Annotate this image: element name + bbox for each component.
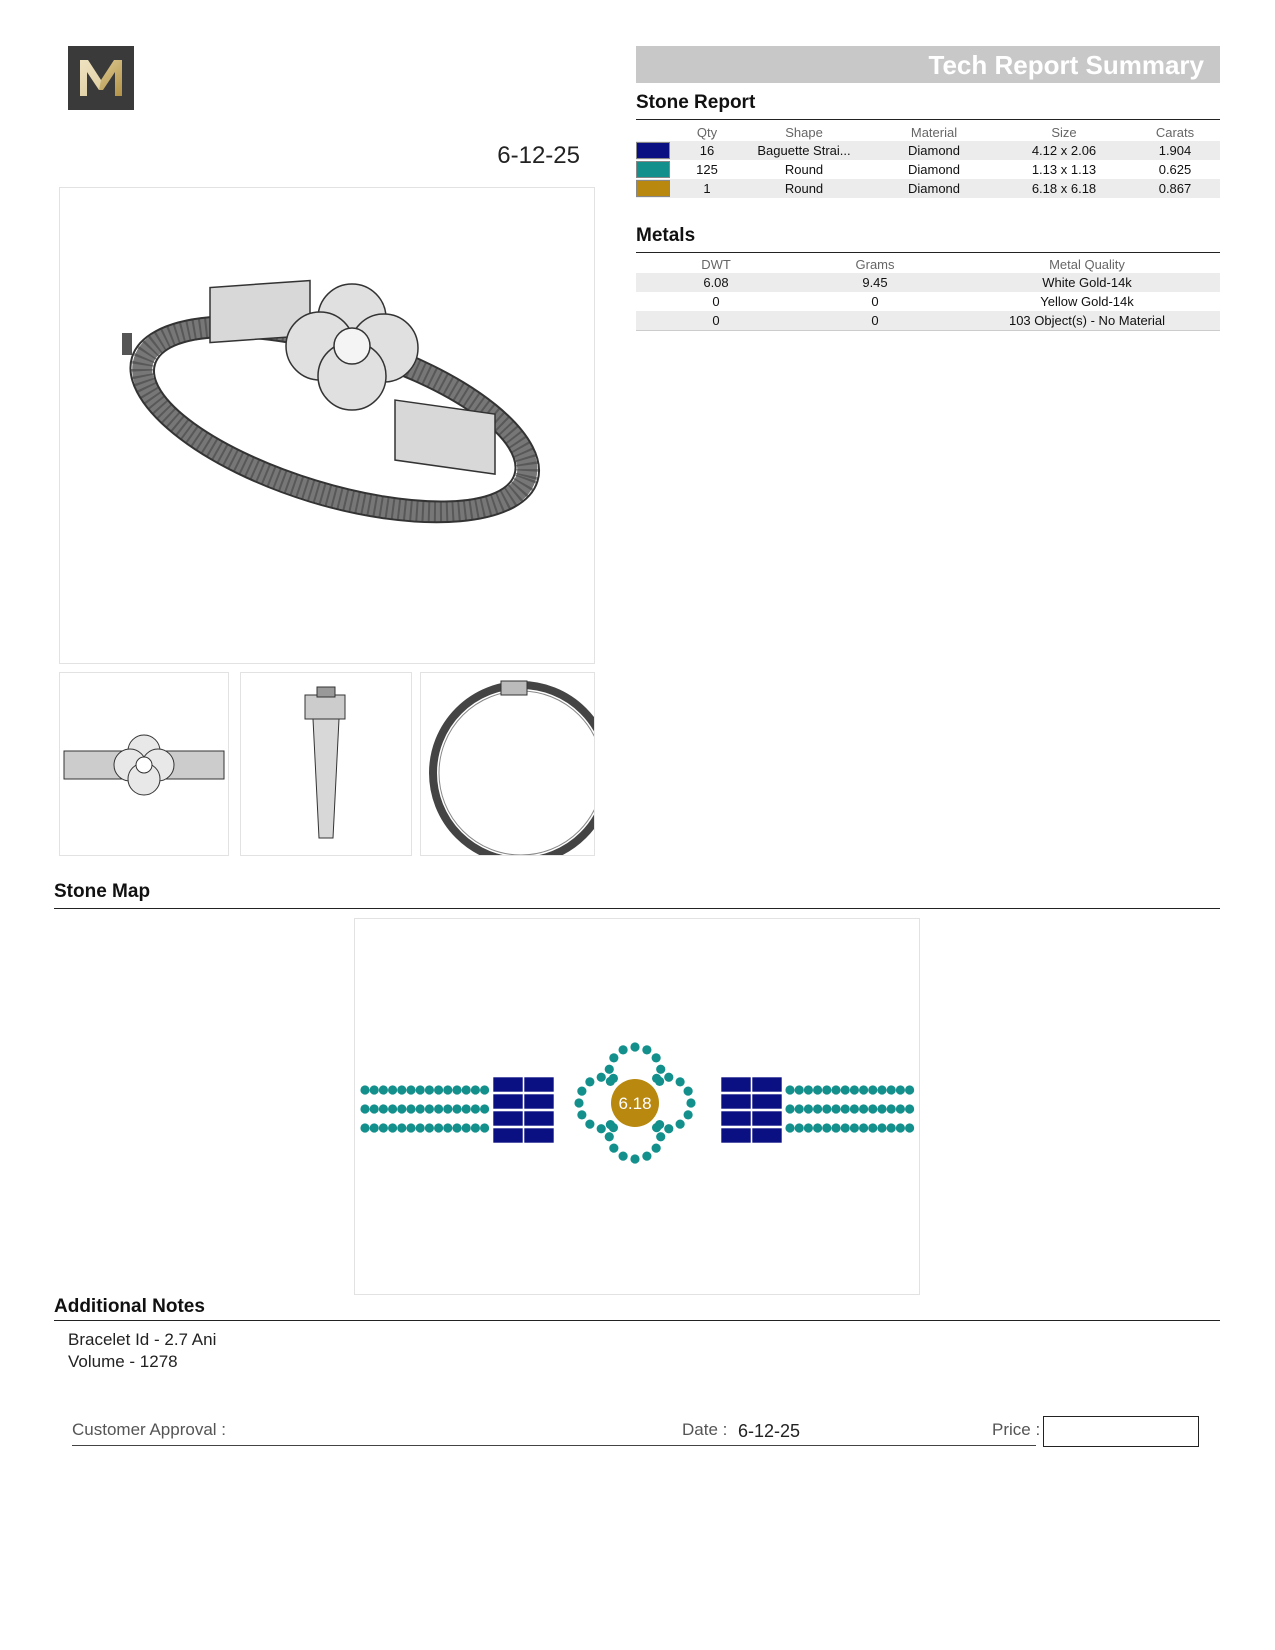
round-stone	[360, 1123, 369, 1132]
round-stone	[664, 1124, 673, 1133]
round-stone	[370, 1104, 379, 1113]
round-stone	[859, 1104, 868, 1113]
round-stone	[664, 1073, 673, 1082]
approval-line	[72, 1445, 1036, 1446]
round-stone	[795, 1123, 804, 1132]
thumbnail-front-view	[59, 672, 229, 856]
date-value: 6-12-25	[738, 1421, 801, 1441]
round-stone	[642, 1152, 651, 1161]
thumbnail-top-view	[420, 672, 595, 856]
stone-map-diagram	[354, 918, 920, 1295]
round-stone	[406, 1085, 415, 1094]
round-stone	[574, 1098, 583, 1107]
metal-quality: Yellow Gold-14k	[1040, 294, 1134, 309]
table-row	[636, 273, 1220, 292]
metal-grams: 0	[796, 311, 954, 331]
logo-m-icon	[68, 46, 134, 110]
col-dwt: DWT	[701, 256, 731, 272]
round-stone	[795, 1104, 804, 1113]
round-stone	[480, 1085, 489, 1094]
col-metal-quality: Metal Quality	[1049, 256, 1125, 272]
round-stone	[841, 1085, 850, 1094]
round-stone	[831, 1085, 840, 1094]
round-stone	[642, 1045, 651, 1054]
round-stone	[656, 1132, 665, 1141]
baguette-stone	[493, 1111, 523, 1126]
baguette-stone	[493, 1128, 523, 1143]
note-line: Volume - 1278	[68, 1352, 178, 1371]
round-stone	[804, 1104, 813, 1113]
stone-material: Diamond	[870, 179, 998, 198]
thumbnail-side-view	[240, 672, 412, 856]
note-line: Bracelet Id - 2.7 Ani	[68, 1330, 217, 1349]
round-stone	[443, 1104, 452, 1113]
round-stone	[609, 1144, 618, 1153]
round-stone	[379, 1123, 388, 1132]
round-stone	[785, 1104, 794, 1113]
round-stone	[434, 1123, 443, 1132]
stone-color-swatch	[636, 142, 670, 159]
round-stone	[462, 1123, 471, 1132]
round-stone	[388, 1104, 397, 1113]
round-stone	[480, 1104, 489, 1113]
stone-map-title: Stone Map	[54, 881, 151, 902]
round-stone	[425, 1104, 434, 1113]
round-stone	[859, 1123, 868, 1132]
round-stone	[577, 1087, 586, 1096]
price-label: Price :	[992, 1420, 1041, 1439]
round-stone	[813, 1104, 822, 1113]
round-stone	[804, 1123, 813, 1132]
round-stone	[397, 1123, 406, 1132]
stone-material: Diamond	[907, 162, 961, 177]
col-material: Material	[910, 124, 958, 140]
round-stone	[841, 1123, 850, 1132]
round-stone	[859, 1085, 868, 1094]
round-stone	[397, 1085, 406, 1094]
baguette-stone	[524, 1094, 554, 1109]
col-shape: Shape	[785, 124, 823, 140]
col-qty: Qty	[696, 124, 718, 140]
col-size: Size	[1051, 124, 1077, 140]
table-header-row	[636, 255, 1220, 273]
baguette-stone	[524, 1128, 554, 1143]
round-stone	[597, 1124, 606, 1133]
baguette-stone	[721, 1128, 751, 1143]
date-label: Date :	[682, 1420, 728, 1439]
baguette-stone	[524, 1111, 554, 1126]
round-stone	[577, 1110, 586, 1119]
center-stone-label: 6.18	[618, 1094, 652, 1113]
round-stone	[379, 1085, 388, 1094]
stone-report-title: Stone Report	[636, 92, 756, 113]
round-stone	[822, 1085, 831, 1094]
stone-size: 4.12 x 2.06	[998, 141, 1130, 160]
round-stone	[425, 1123, 434, 1132]
round-stone	[462, 1085, 471, 1094]
round-stone	[850, 1123, 859, 1132]
baguette-stone	[752, 1111, 782, 1126]
round-stone	[360, 1085, 369, 1094]
table-header-row	[636, 123, 1220, 141]
round-stone	[416, 1085, 425, 1094]
round-stone	[785, 1085, 794, 1094]
table-row	[636, 160, 1220, 179]
round-stone	[619, 1152, 628, 1161]
round-stone	[406, 1104, 415, 1113]
round-stone	[630, 1042, 639, 1051]
metals-title: Metals	[636, 225, 696, 246]
round-stone	[597, 1073, 606, 1082]
round-stone	[813, 1123, 822, 1132]
stone-size: 6.18 x 6.18	[998, 179, 1130, 198]
round-stone	[652, 1074, 661, 1083]
round-stone	[609, 1123, 618, 1132]
metal-dwt: 0	[712, 294, 720, 309]
round-stone	[887, 1104, 896, 1113]
price-input[interactable]	[1043, 1416, 1199, 1447]
round-stone	[416, 1104, 425, 1113]
round-stone	[877, 1085, 886, 1094]
stone-shape: Round	[738, 179, 870, 198]
round-stone	[630, 1154, 639, 1163]
additional-notes-title: Additional Notes	[54, 1296, 205, 1317]
round-stone	[905, 1104, 914, 1113]
round-stone	[868, 1085, 877, 1094]
company-logo	[68, 46, 134, 110]
additional-notes-rule	[54, 1320, 1220, 1321]
col-grams: Grams	[855, 256, 895, 272]
stone-report-table	[636, 123, 1220, 198]
round-stone	[887, 1123, 896, 1132]
round-stone	[652, 1053, 661, 1062]
baguette-stone	[721, 1111, 751, 1126]
stone-color-swatch	[636, 161, 670, 178]
stone-qty: 16	[676, 141, 738, 160]
round-stone	[652, 1144, 661, 1153]
round-stone	[471, 1104, 480, 1113]
stone-shape: Baguette Strai...	[738, 141, 870, 160]
round-stone	[850, 1104, 859, 1113]
stone-qty: 125	[696, 162, 718, 177]
baguette-stone	[752, 1077, 782, 1092]
baguette-stone	[752, 1128, 782, 1143]
round-stone	[585, 1120, 594, 1129]
round-stone	[905, 1123, 914, 1132]
round-stone	[896, 1085, 905, 1094]
round-stone	[676, 1120, 685, 1129]
round-stone	[585, 1077, 594, 1086]
round-stone	[452, 1123, 461, 1132]
round-stone	[619, 1045, 628, 1054]
baguette-stone	[493, 1077, 523, 1092]
round-stone	[480, 1123, 489, 1132]
metals-table	[636, 255, 1220, 331]
metal-grams: 9.45	[796, 273, 954, 292]
baguette-stone	[721, 1094, 751, 1109]
round-stone	[795, 1085, 804, 1094]
stone-map-rule	[54, 908, 1220, 909]
round-stone	[471, 1123, 480, 1132]
stone-report-rule	[636, 119, 1220, 120]
round-stone	[887, 1085, 896, 1094]
round-stone	[877, 1123, 886, 1132]
round-stone	[813, 1085, 822, 1094]
round-stone	[434, 1085, 443, 1094]
report-title-bar	[636, 46, 1220, 83]
round-stone	[850, 1085, 859, 1094]
table-row	[636, 179, 1220, 198]
stone-carats: 0.625	[1158, 162, 1192, 177]
round-stone	[609, 1074, 618, 1083]
round-stone	[370, 1085, 379, 1094]
round-stone	[655, 1120, 664, 1129]
round-stone	[684, 1087, 693, 1096]
round-stone	[370, 1123, 379, 1132]
round-stone	[877, 1104, 886, 1113]
notes-body	[68, 1329, 216, 1373]
round-stone	[822, 1123, 831, 1132]
table-row	[636, 292, 1220, 311]
metal-quality: White Gold-14k	[954, 273, 1220, 292]
stone-qty: 1	[676, 179, 738, 198]
round-stone	[379, 1104, 388, 1113]
metal-dwt: 6.08	[636, 273, 796, 292]
round-stone	[656, 1065, 665, 1074]
table-row	[636, 311, 1220, 331]
round-stone	[462, 1104, 471, 1113]
round-stone	[452, 1085, 461, 1094]
round-stone	[452, 1104, 461, 1113]
round-stone	[868, 1104, 877, 1113]
header-date: 6-12-25	[497, 142, 580, 169]
round-stone	[605, 1065, 614, 1074]
round-stone	[425, 1085, 434, 1094]
round-stone	[785, 1123, 794, 1132]
round-stone	[609, 1053, 618, 1062]
round-stone	[684, 1110, 693, 1119]
metals-rule	[636, 252, 1220, 253]
stone-carats: 0.867	[1130, 179, 1220, 198]
round-stone	[896, 1123, 905, 1132]
round-stone	[443, 1123, 452, 1132]
round-stone	[841, 1104, 850, 1113]
baguette-stone	[493, 1094, 523, 1109]
report-title: Tech Report Summary	[928, 50, 1204, 80]
stone-material: Diamond	[870, 141, 998, 160]
round-stone	[831, 1104, 840, 1113]
round-stone	[471, 1085, 480, 1094]
baguette-stone	[721, 1077, 751, 1092]
customer-approval-label: Customer Approval :	[72, 1420, 227, 1439]
baguette-stone	[524, 1077, 554, 1092]
stone-size: 1.13 x 1.13	[1031, 162, 1097, 177]
round-stone	[804, 1085, 813, 1094]
round-stone	[388, 1123, 397, 1132]
round-stone	[896, 1104, 905, 1113]
round-stone	[434, 1104, 443, 1113]
baguette-stone	[752, 1094, 782, 1109]
col-carats: Carats	[1155, 124, 1195, 140]
round-stone	[388, 1085, 397, 1094]
round-stone	[605, 1132, 614, 1141]
round-stone	[831, 1123, 840, 1132]
stone-carats: 1.904	[1130, 141, 1220, 160]
round-stone	[360, 1104, 369, 1113]
stone-shape: Round	[784, 162, 824, 177]
round-stone	[397, 1104, 406, 1113]
round-stone	[406, 1123, 415, 1132]
table-row	[636, 141, 1220, 160]
round-stone	[676, 1077, 685, 1086]
round-stone	[416, 1123, 425, 1132]
bracelet-main-render	[59, 187, 595, 664]
round-stone	[443, 1085, 452, 1094]
round-stone	[868, 1123, 877, 1132]
round-stone	[905, 1085, 914, 1094]
metal-grams: 0	[871, 294, 879, 309]
round-stone	[822, 1104, 831, 1113]
metal-quality: 103 Object(s) - No Material	[954, 311, 1220, 331]
round-stone	[686, 1098, 695, 1107]
stone-color-swatch	[636, 180, 670, 197]
metal-dwt: 0	[636, 311, 796, 331]
